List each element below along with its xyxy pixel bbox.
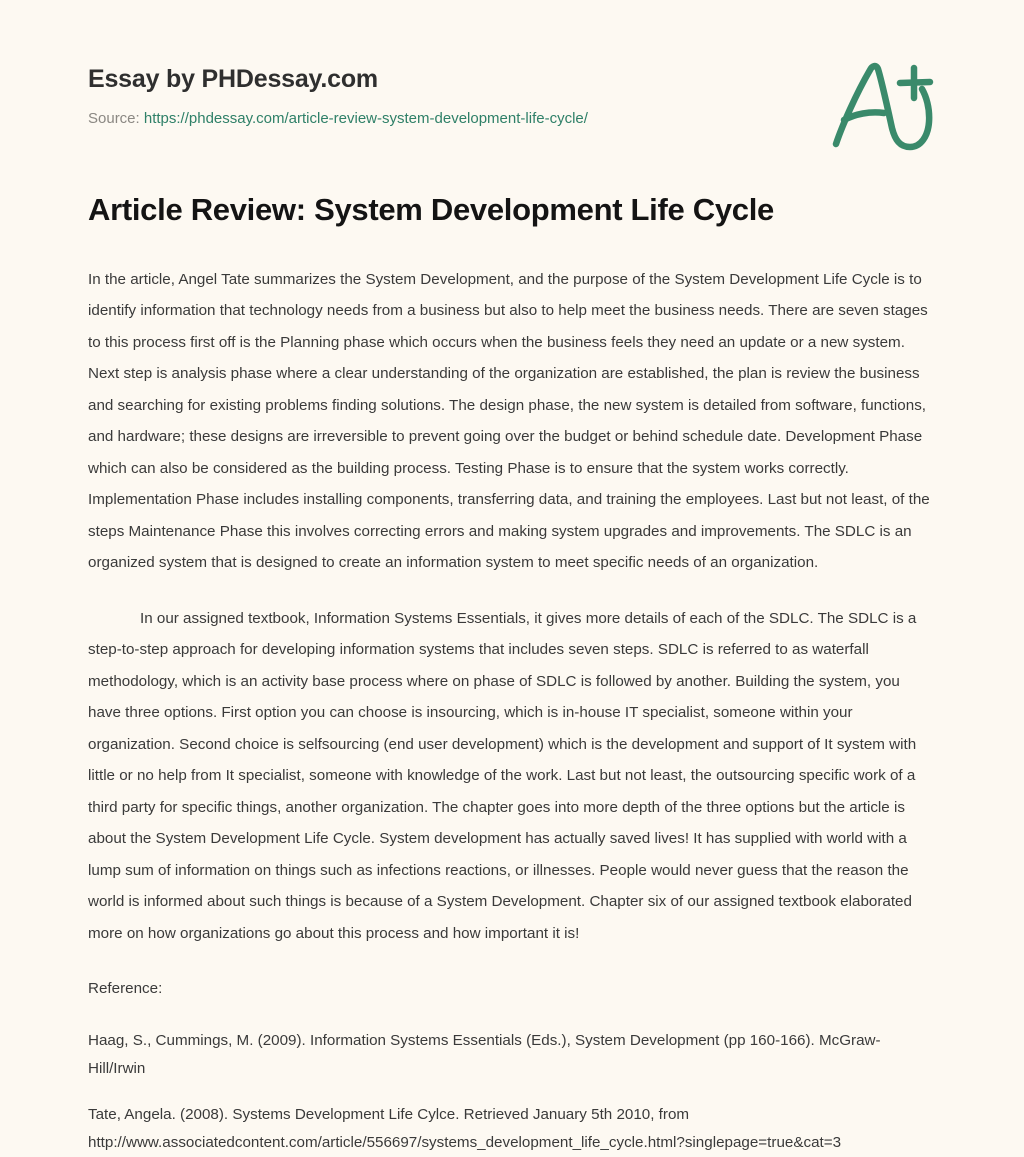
page-title: Article Review: System Development Life Cycle [88, 192, 774, 227]
paragraph-1: In the article, Angel Tate summarizes the System Development, and the purpose of the System Development Life Cycle is to identify information that technology needs from a business but also to help meet the business needs. There are seven stages to this process first off is the Planning phase which occurs when the business feels they need an update or a new system. Next step is analysis phase where a clear understanding of the organization are established, the plan is review the business and searching for existing problems finding solutions. The design phase, the new system is detailed from software, functions, and hardware; these designs are irreversible to prevent going over the budget or behind schedule date. Development Phase which can also be considered as the building process. Testing Phase is to ensure that the system works correctly. Implementation Phase includes installing components, transferring data, and training the employees. Last but not least, of the steps Maintenance Phase this involves correcting errors and making system upgrades and improvements. The SDLC is an organized system that is designed to create an information system to meet specific needs of an organization. [88, 270, 930, 572]
brand-title: Essay by PHDessay.com [88, 65, 378, 93]
reference-entry-1: Haag, S., Cummings, M. (2009). Information Systems Essentials (Eds.), System Development (pp 160-166). McGraw-Hill/Irwin [88, 1031, 881, 1077]
source-label: Source: [88, 110, 140, 127]
aplus-logo-icon [822, 48, 942, 158]
reference-entry-2: Tate, Angela. (2008). Systems Development Life Cylce. Retrieved January 5th 2010, from http://www.associatedcontent.com/article/556697/systems_development_life_cycle.html?singlepage=true&cat=3 [88, 1105, 842, 1151]
paragraph-2: In our assigned textbook, Information Systems Essentials, it gives more details of each of the SDLC. The SDLC is a step-to-step approach for developing information systems that includes seven steps. SDLC is referred to as waterfall methodology, which is an activity base process where on phase of SDLC is followed by another. Building the system, you have three options. First option you can choose is insourcing, which is in-house IT specialist, someone within your organization. Second choice is selfsourcing (end user development) which is the development and support of It system with little or no help from It specialist, someone with knowledge of the work. Last but not least, the outsourcing specific work of a third party for specific things, another organization. The chapter goes into more depth of the three options but the article is about the System Development Life Cycle. System development has actually saved lives! It has supplied with world with a lump sum of information on things such as infections reactions, or illnesses. People would never guess that the reason the world is informed about such things is because of a System Development. Chapter six of our assigned textbook elaborated more on how organizations go about this process and how important it is! [88, 609, 917, 942]
document-header [88, 0, 936, 129]
source-url-link[interactable]: https://phdessay.com/article-review-system-development-life-cycle/ [143, 110, 588, 127]
source-line [88, 108, 936, 129]
reference-heading: Reference: [88, 980, 163, 998]
document-body [88, 264, 936, 1157]
